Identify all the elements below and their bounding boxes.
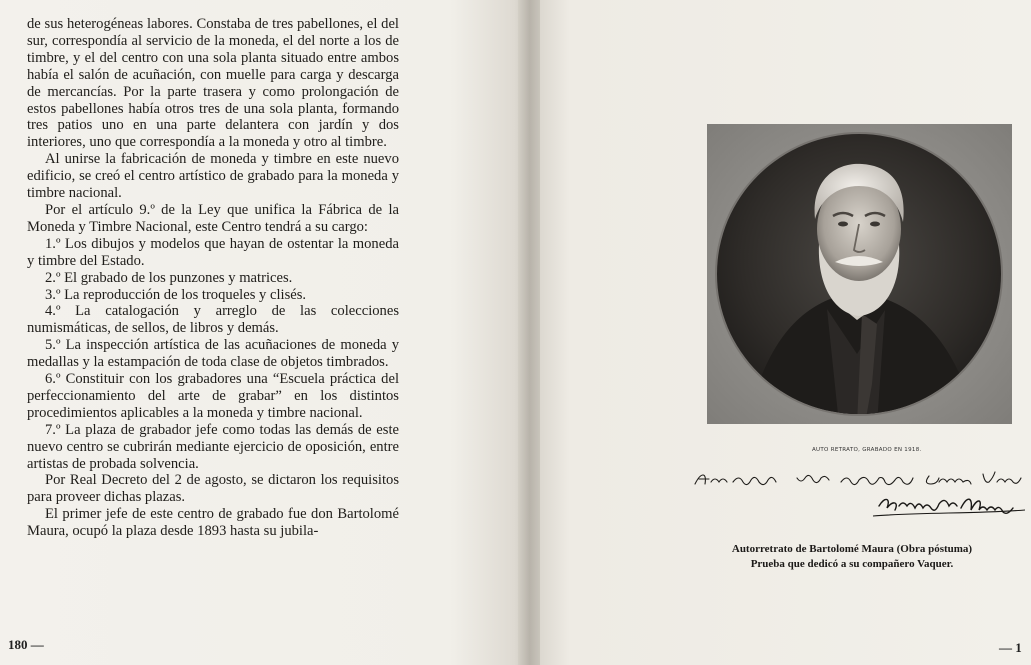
- portrait-engraving: [707, 124, 1012, 424]
- paragraph: de sus heterogéneas labores. Constaba de tres pabellones, el del sur, correspondía al servicio de la moneda, el del norte a los de timbre, y el del centro con una sola planta situado entre ambos había el salón de acuñación, con muelle para carga y descarga de mercancías. Por la parte trasera y como prolongación de estos pabellones había otros tres de una sola planta, formando tres patios uno en una parte delantera con jardín y dos interiores, uno que correspondía a la moneda y otro al timbre.: [27, 16, 399, 151]
- plate-caption: AUTO RETRATO, GRABADO EN 1918.: [812, 447, 922, 453]
- paragraph: Al unirse la fabricación de moneda y timbre en este nuevo edificio, se creó el centro artístico de grabado para la moneda y timbre nacional.: [27, 151, 399, 202]
- portrait-plate: [707, 124, 1012, 424]
- list-item: 3.º La reproducción de los troqueles y clisés.: [45, 286, 307, 303]
- list-item: 6.º Constituir con los grabadores una “Escuela práctica del perfeccionamiento del arte de grabar” en los distintos procedimientos aplicables a la moneda y timbre nacional.: [27, 371, 399, 421]
- paragraph: Por Real Decreto del 2 de agosto, se dictaron los requisitos para proveer dichas plazas.: [27, 472, 399, 506]
- handwriting-signature: [693, 470, 1028, 520]
- handwritten-dedication: [693, 470, 1028, 520]
- page-number-left: 180 —: [8, 637, 44, 652]
- page-number-right: — 1: [999, 640, 1022, 655]
- paragraph: El primer jefe de este centro de grabado fue don Bartolomé Maura, ocupó la plaza desde 1893 hasta su jubila-: [27, 506, 399, 540]
- caption-line: Autorretrato de Bartolomé Maura (Obra póstuma): [731, 543, 973, 555]
- list-item: 4.º La catalogación y arreglo de las colecciones numismáticas, de sellos, de libros y demás.: [27, 303, 399, 337]
- left-page-body: [27, 16, 399, 540]
- list-item: 2.º El grabado de los punzones y matrices.: [45, 269, 293, 286]
- list-item: 5.º La inspección artística de las acuñaciones de moneda y medallas y la estampación de toda clase de objetos timbrados.: [27, 337, 399, 371]
- list-item: 7.º La plaza de grabador jefe como todas las demás de este nuevo centro se cubrirán mediante ejercicio de oposición, entre artistas de probada solvencia.: [27, 421, 399, 472]
- caption-line: Prueba que dedicó a su compañero Vaquer.: [750, 558, 954, 570]
- figure-caption: [717, 542, 987, 572]
- list-item: 1.º Los dibujos y modelos que hayan de ostentar la moneda y timbre del Estado.: [27, 235, 399, 269]
- paragraph: Por el artículo 9.º de la Ley que unifica la Fábrica de la Moneda y Timbre Nacional, este Centro tendrá a su cargo:: [27, 201, 399, 235]
